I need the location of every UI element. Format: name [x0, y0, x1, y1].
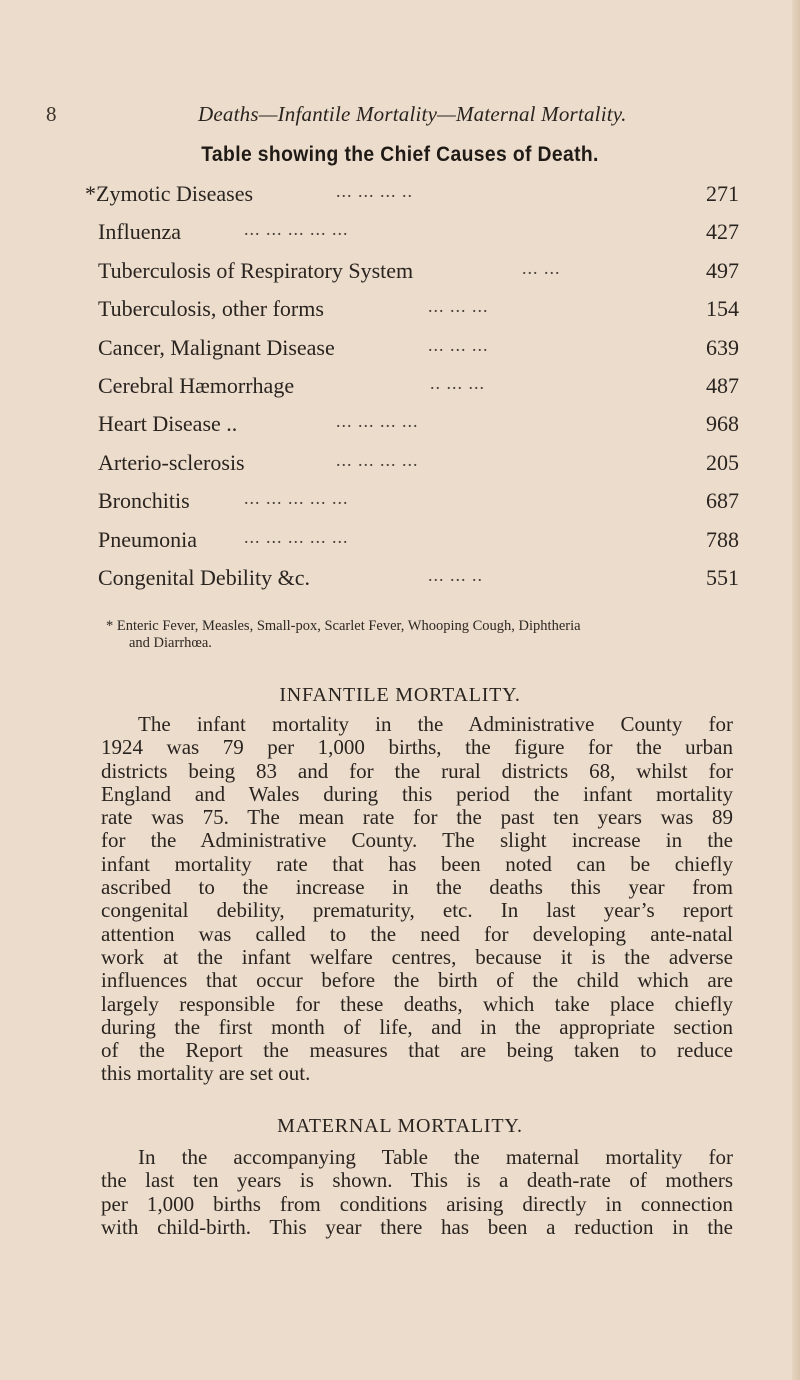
cause-value: 154 — [706, 296, 739, 322]
table-footnote — [106, 618, 736, 652]
table-row — [0, 173, 800, 211]
dot-leader: .. ... ... — [430, 372, 485, 393]
dot-leader: ... ... ... — [428, 334, 489, 355]
cause-value: 788 — [706, 526, 739, 552]
cause-name: Tuberculosis of Respiratory System — [98, 257, 414, 283]
paragraph-line: districts being 83 and for the rural districts 68, whilst for — [101, 758, 733, 783]
cause-value: 427 — [706, 219, 739, 245]
paragraph-line: this mortality are set out. — [101, 1061, 311, 1086]
paragraph-line: 1924 was 79 per 1,000 births, the figure for the urban — [101, 735, 733, 760]
cause-name: Arterio-sclerosis — [98, 449, 245, 475]
infantile-mortality-paragraph — [101, 713, 733, 1086]
table-row — [0, 211, 800, 249]
dot-leader: ... ... ... ... — [336, 449, 419, 470]
paragraph-line: for the Administrative County. The slight increase in the — [101, 828, 733, 853]
cause-value: 639 — [706, 334, 739, 360]
cause-name: Influenza — [98, 219, 182, 245]
paragraph-line: with child-birth. This year there has been a reduction in the — [101, 1214, 733, 1239]
cause-name: Bronchitis — [98, 488, 190, 514]
cause-name: Congenital Debility &c. — [98, 564, 311, 590]
paragraph-line: rate was 75. The mean rate for the past ten years was 89 — [101, 805, 733, 830]
running-title: Deaths—Infantile Mortality—Maternal Mortality. — [198, 102, 627, 126]
cause-name: Cancer, Malignant Disease — [98, 334, 335, 360]
paragraph-line: The infant mortality in the Administrative County for — [138, 712, 733, 736]
paragraph-line: In the accompanying Table the maternal mortality for — [138, 1145, 733, 1169]
cause-value: 968 — [706, 411, 739, 437]
running-head — [0, 102, 800, 132]
paragraph-line: during the first month of life, and in the appropriate section — [101, 1014, 733, 1039]
table-row — [0, 327, 800, 365]
cause-name: Pneumonia — [98, 526, 197, 552]
table-row — [0, 557, 800, 595]
cause-name: Tuberculosis, other forms — [98, 296, 324, 322]
dot-leader: ... ... ... .. — [336, 181, 413, 201]
cause-value: 687 — [706, 488, 739, 514]
table-row — [0, 519, 800, 557]
footnote-line: * Enteric Fever, Measles, Small-pox, Scarlet Fever, Whooping Cough, Diphtheria — [106, 618, 581, 634]
section-heading-maternal: MATERNAL MORTALITY. — [277, 1115, 523, 1137]
table-row — [0, 288, 800, 326]
paragraph-line: England and Wales during this period the infant mortality — [101, 781, 733, 806]
footnote-line: and Diarrhœa. — [129, 635, 212, 651]
dot-leader: ... ... ... ... ... — [244, 219, 349, 240]
cause-value: 497 — [706, 257, 739, 283]
dot-leader: ... ... ... ... ... — [244, 526, 349, 547]
table-title: Table showing the Chief Causes of Death. — [201, 143, 599, 166]
paragraph-line: attention was called to the need for developing ante-natal — [101, 921, 733, 946]
cause-value: 271 — [706, 181, 739, 206]
section-heading-infantile: INFANTILE MORTALITY. — [279, 684, 521, 706]
cause-value: 551 — [706, 564, 739, 590]
table-row — [0, 480, 800, 518]
paragraph-line: of the Report the measures that are being taken to reduce — [101, 1038, 733, 1063]
paragraph-line: ascribed to the increase in the deaths this year from — [101, 875, 733, 900]
maternal-mortality-paragraph — [101, 1146, 733, 1239]
table-row — [0, 250, 800, 288]
cause-name: Heart Disease .. — [98, 411, 238, 437]
paragraph-line: congenital debility, prematurity, etc. In last year’s report — [101, 898, 733, 923]
dot-leader: ... ... ... ... ... — [244, 488, 349, 509]
table-row — [0, 403, 800, 441]
dot-leader: ... ... — [522, 257, 561, 278]
page-number: 8 — [46, 102, 57, 126]
dot-leader: ... ... .. — [428, 564, 483, 585]
dot-leader: ... ... ... ... — [336, 411, 419, 432]
paragraph-line: influences that occur before the birth of the child which are — [101, 968, 733, 993]
cause-value: 205 — [706, 449, 739, 475]
dot-leader: ... ... ... — [428, 296, 489, 317]
cause-value: 487 — [706, 372, 739, 398]
cause-name: *Zymotic Diseases — [85, 181, 254, 206]
paragraph-line: infant mortality rate that has been noted can be chiefly — [101, 851, 733, 876]
paragraph-line: work at the infant welfare centres, because it is the adverse — [101, 944, 733, 969]
paragraph-line: largely responsible for these deaths, which take place chiefly — [101, 991, 733, 1016]
table-row — [0, 442, 800, 480]
paragraph-line: per 1,000 births from conditions arising directly in connection — [101, 1191, 733, 1216]
paragraph-line: the last ten years is shown. This is a death-rate of mothers — [101, 1168, 733, 1193]
cause-name: Cerebral Hæmorrhage — [98, 372, 295, 398]
table-row — [0, 365, 800, 403]
causes-of-death-table — [0, 173, 800, 595]
